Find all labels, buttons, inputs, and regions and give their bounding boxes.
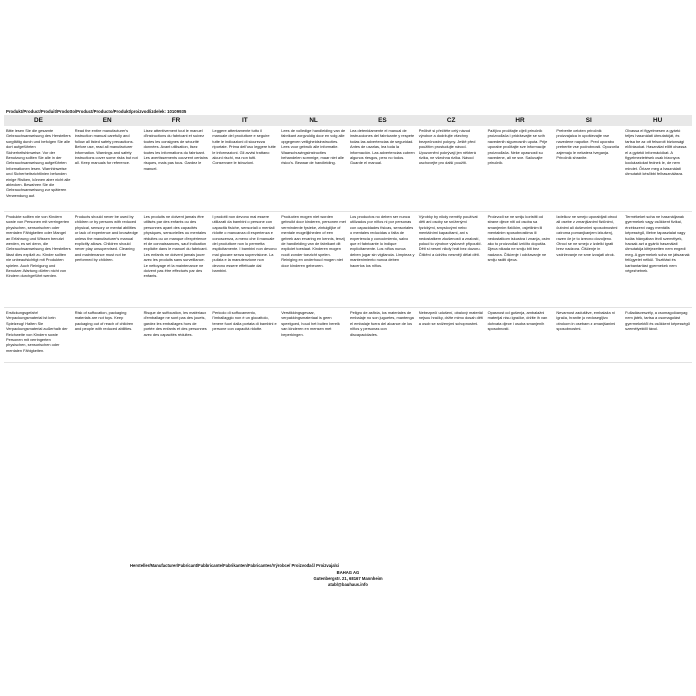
table-row-suffocation — [4, 308, 692, 363]
manufacturer-heading: Hersteller/Manufacturer/Fabricant/Fabbricante/Fabrikanten/Fabricantes/Výrobce/ Proizvođač/ Proizvajalci — [130, 563, 340, 568]
lang-hr: HR — [486, 115, 555, 126]
manufacturer-company: BAHAG AG — [336, 570, 360, 575]
cell-cz: Výrobky by nikdy neměly používat děti ani osoby se sníženými fyzickými, smyslovými nebo mentálními kapacitami, ani s nedostatkem zkušeností a znalostí, pokud to výrobce výslovně připouští. Děti si nesmí nikdy hrát bez dozoru. Čištění a údržbu nesmějí dělat děti. — [417, 212, 486, 308]
manufacturer-address: Gutenbergstr. 21, 68167 Mannheim — [313, 576, 383, 581]
table-row-children — [4, 212, 692, 308]
lang-hu: HU — [623, 115, 692, 126]
cell-de: Produkte sollten nie von Kindern sowie von Personen mit verringerten physischen, sensorischen oder mentalen Fähigkeiten oder Mangel an Erfahrung und Wissen benutzt werden, es sei denn, die Gebrauchsanweisung des Herstellers lässt dies explizit zu. Kinder sollten nie unbeaufsichtigt mit Produkten spielen. Auch Reinigung und Benutzer-Wartung dürfen nicht von Kindern durchgeführt werden. — [4, 212, 73, 308]
cell-fr: Les produits ne doivent jamais être utilisés par des enfants ou des personnes ayant des capacités physiques, sensorielles ou mentales réduites ou un manque d'expérience et de connaissances, sauf indication explicite dans le manuel du fabricant. Les enfants ne doivent jamais jouer avec les produits sans surveillance. Le nettoyage et la maintenance ne doivent pas être effectués par des enfants. — [142, 212, 211, 308]
lang-fr: FR — [142, 115, 211, 126]
cell-nl: Producten mogen niet worden gebruikt door kinderen, personen met verminderde fysieke, zintuiglijke of mentale mogelijkheden of een gebrek aan ervaring en kennis, tenzij de handleiding van de fabrikant dit expliciet toestaat. Kinderen mogen nooit zonder toezicht spelen. Reiniging en onderhoud mogen niet door kinderen gebeuren. — [279, 212, 348, 308]
table-row-manual — [4, 126, 692, 212]
cell-hr: Opasnost od gušenja, ambalažni materijal nisu igračke, držite ih van dohvata djece i osoba smanjenih sposobnosti. — [486, 308, 555, 363]
cell-it: Leggere attentamente tutto il manuale del produttore e seguire tutte le indicazioni di sicurezza riportate. Prima dell'uso leggere tutte le informazioni. Gli avvisi trattano alcuni rischi, ma non tutti. Conservare le istruzioni. — [210, 126, 279, 212]
cell-fr: Lisez attentivement tout le manuel d'instructions du fabricant et suivez toutes les consignes de sécurité données. Avant utilisation, lisez toutes les informations du fabricant. Les avertissements couvrent certains risques, mais pas tous. Gardez le manuel. — [142, 126, 211, 212]
cell-cz: Nebezpečí udušení, obalový materiál nejsou hračky, držte mimo dosah dětí a osob se sníženými schopnostmi. — [417, 308, 486, 363]
cell-de: Bitte lesen Sie die gesamte Gebrauchsanweisung des Herstellers sorgfältig durch und befolgen Sie alle dort aufgeführten Sicherheitshinweise. Vor der Benutzung sollten Sie alle in der Gebrauchsanweisung aufgeführten Informationen lesen. Warnhinweise und Sicherheitsrichtlinien befunden einige Risiken, können aber nicht alle ablecken. Bewahren Sie die Gebrauchsanweisung zur späteren Verwendung auf. — [4, 126, 73, 212]
lang-de: DE — [4, 115, 73, 126]
safety-table — [4, 115, 692, 363]
product-line: Produkt/Product/Produit/Prodotto/Product/Producto/Produkt/proizvod/izdelek: 10109935 — [6, 109, 187, 114]
cell-si: Izdelkov ne smejo uporabljati otroci ali osebe z zmanjšanimi fizičnimi, čutnimi ali duševnimi sposobnostmi oziroma pomanjkanjem izkušenj, razen če je to izrecno dovoljeno. Otroci se ne smejo z izdelki igrati brez nadzora. Čiščenje in vzdrževanje ne sme izvajati otrok. — [554, 212, 623, 308]
lang-nl: NL — [279, 115, 348, 126]
cell-it: I prodotti non devono mai essere utilizzati da bambini o persone con capacità fisiche, sensoriali o mentali ridotte o mancanza di esperienza e conoscenza, a meno che il manuale del produttore non lo permetta esplicitamente. I bambini non devono mai giocare senza supervisione. La pulizia e la manutenzione non devono essere effettuate dai bambini. — [210, 212, 279, 308]
cell-es: Los productos no deben ser nunca utilizados por niños ni por personas con capacidades físicas, sensoriales o mentales reducidas o falta de experiencia y conocimiento, salvo que el fabricante lo indique explícitamente. Los niños nunca deben jugar sin vigilancia. Limpieza y mantenimiento nunca deben hacerlos los niños. — [348, 212, 417, 308]
language-header-row — [4, 115, 692, 126]
cell-cz: Pečlivě si přečtěte celý návod výrobce a dodržujte všechny bezpečnostní pokyny. Ještě před použitím prostudujte návod. Upozornění pokrývají jen některá rizika, ne všechna rizika. Návod uschovejte pro další použití. — [417, 126, 486, 212]
cell-hu: Olvassa el figyelmesen a gyártó teljes használati útmutatóját, és tartsa be az ott felsorolt biztonsági előírásokat. Használat előtt olvassa el a gyártói információkat. A figyelmeztetések csak bizonyos kockázatokat fednek le, de nem mindet. Őrizze meg a használati útmutatót későbbi felhasználásra. — [623, 126, 692, 212]
cell-en: Products should never be used by children or by persons with reduced physical, sensory or mental abilities or lack of experience and knowledge unless the manufacturer's manual explicitly allows. Children should never play unsupervised. Cleaning and maintenance must not be performed by children. — [73, 212, 142, 308]
cell-si: Preberite celoten priročnik proizvajalca in upoštevajte vse navedene napotke. Pred uporabo preberite vse podrobnosti. Opozorila zajemajo le nekatera tveganja. Priročnik shranite. — [554, 126, 623, 212]
cell-hu: Termékeket soha ne használjanak gyermekek vagy csökkent fizikai, érzékszervi vagy mentális képességű, illetve tapasztalat vagy tudás hiányában lévő személyek, hacsak azt a gyártó használati útmutatója kifejezetten nem engedi meg. A gyermekek soha ne játszanak felügyelet nélkül. Tisztítást és karbantartást gyermekek nem végezhetnek. — [623, 212, 692, 308]
cell-si: Nevarnost zadušitve, embalaža ni igrača, hranite jo nedosegljivo otrokom in osebam z zmanjšanimi sposobnostmi. — [554, 308, 623, 363]
cell-nl: Lees de volledige handleiding van de fabrikant zorgvuldig door en volg alle opgegeven veiligheidsinstructies. Lees voor gebruik alle informatie. Waarschuwingsinstructies behandelen sommige, maar niet alle risico's. Bewaar de handleiding. — [279, 126, 348, 212]
lang-si: SI — [554, 115, 623, 126]
lang-es: ES — [348, 115, 417, 126]
cell-en: Read the entire manufacturer's instruction manual carefully and follow all listed safety precautions. Before use, read all manufacturer information. Warnings and safety instructions cover some risks but not all. Keep manuals for reference. — [73, 126, 142, 212]
cell-nl: Verstikkingsgevaar, verpakkingsmateriaal is geen speelgoed, houd het buiten bereik van kinderen en mensen met beperkingen. — [279, 308, 348, 363]
cell-fr: Risque de suffocation, les matériaux d'emballage ne sont pas des jouets, gardez les emballages hors de portée des enfants et des personnes avec des capacités réduites. — [142, 308, 211, 363]
lang-cz: CZ — [417, 115, 486, 126]
cell-hr: Pažljivo pročitajte cijeli priručnik proizvođača i pridržavajte se svih navedenih sigurnosnih uputa. Prije uporabe pročitajte sve informacije proizvođača. Neke opasnosti su navedene, ali ne sve. Sačuvajte priručnik. — [486, 126, 555, 212]
cell-hr: Proizvodi se ne smiju koristiti od strane djece niti od osoba sa smanjenim fizičkim, osjetilnim ili mentalnim sposobnostima ili nedostatkom iskustva i znanja, osim ako to proizvođač izričito dopušta. Djeca nikada ne smiju biti bez nadzora. Čišćenje i održavanje ne smiju raditi djeca. — [486, 212, 555, 308]
cell-es: Peligro de asfixia, los materiales de embalaje no son juguetes, mantenga el embalaje fuera del alcance de los niños y personas con discapacidades. — [348, 308, 417, 363]
cell-hu: Fulladásveszély, a csomagolóanyag nem játék, tartsa a csomagolást gyermekektől és csökkent képességű személyektől távol. — [623, 308, 692, 363]
cell-it: Pericolo di soffocamento, l'imballaggio non è un giocattolo, tenere fuori dalla portata di bambini e persone con capacità ridotte. — [210, 308, 279, 363]
manufacturer-email: atabl@bauhaus.info — [328, 582, 368, 587]
lang-it: IT — [210, 115, 279, 126]
cell-es: Lea detenidamente el manual de instrucciones del fabricante y respete todas las advertencias de seguridad. Antes de usarlas, lea toda la información. Las advertencias cubren algunos riesgos, pero no todos. Guarde el manual. — [348, 126, 417, 212]
lang-en: EN — [73, 115, 142, 126]
cell-en: Risk of suffocation, packaging materials are not toys. Keep packaging out of reach of children and people with reduced abilities. — [73, 308, 142, 363]
cell-de: Erstickungsgefahr! Verpackungsmaterial ist kein Spielzeug! Halten Sie Verpackungsmaterial außerhalb der Reichweite von Kindern sowie Personen mit verringerten physischen, sensorischen oder mentalen Fähigkeiten. — [4, 308, 73, 363]
